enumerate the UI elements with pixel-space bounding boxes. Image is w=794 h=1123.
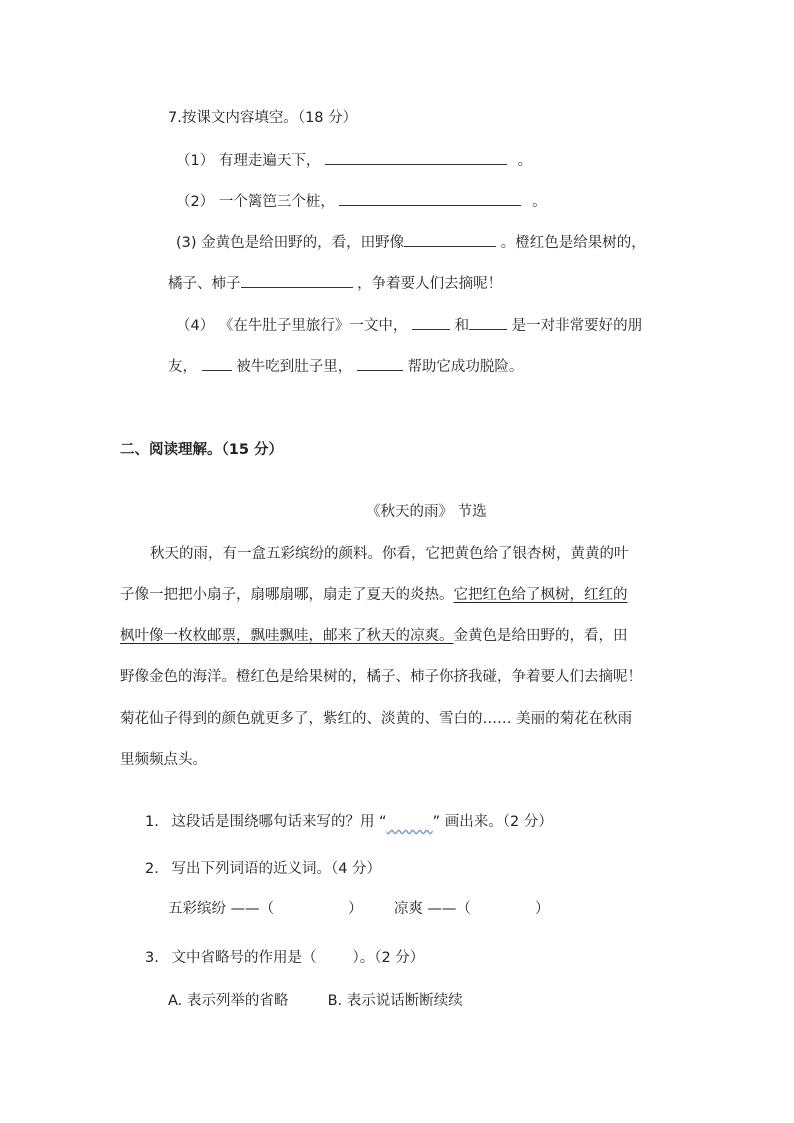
question-3: [145, 948, 424, 968]
item-end: 。: [532, 194, 547, 210]
answer-blank[interactable]: [339, 191, 521, 206]
item-number: （1）: [176, 153, 215, 169]
item-text: 和: [454, 318, 470, 334]
item-text: 有理走遍天下，: [218, 153, 321, 169]
option-b[interactable]: B. 表示说话断断续续: [327, 993, 463, 1009]
passage-line-5: 菊花仙子得到的颜色就更多了，紫红的、淡黄的、雪白的…… 美丽的菊花在秋雨: [120, 711, 633, 727]
bracket-close: ）: [534, 901, 550, 917]
question-2-words: [168, 899, 549, 919]
passage-text: 金黄色是给田野的，看，田: [453, 628, 628, 644]
underlined-text: 它把红色给了枫树，红红的: [453, 587, 628, 603]
underlined-text: 枫叶像一枚枚邮票，飘哇飘哇，邮来了秋天的凉爽。: [120, 628, 454, 644]
answer-blank[interactable]: [404, 232, 496, 247]
answer-blank[interactable]: [469, 315, 507, 330]
item-number: （4）: [176, 318, 215, 334]
question-2: [145, 859, 381, 879]
passage-line-3: [120, 626, 628, 646]
item-end: 。: [517, 153, 533, 169]
item-text: 友，: [168, 359, 197, 375]
item-text: 帮助它成功脱险。: [407, 359, 524, 375]
q7-item-4-line-2: [168, 356, 523, 377]
option-a[interactable]: A. 表示列举的省略: [168, 993, 289, 1009]
q7-item-2: [176, 191, 547, 212]
word-1: 五彩缤纷 ——（: [168, 901, 275, 917]
question-text: ）。（2 分）: [352, 950, 425, 966]
answer-blank[interactable]: [202, 356, 232, 371]
question-text: 文中省略号的作用是（: [171, 950, 317, 966]
question-number: 1.: [145, 814, 159, 830]
item-number: （2）: [176, 194, 215, 210]
answer-blank[interactable]: [357, 356, 403, 371]
wavy-line-sample: [387, 814, 433, 830]
question-7-title: 7.按课文内容填空。（18 分）: [168, 110, 358, 126]
section-2-heading: 二、阅读理解。（15 分）: [120, 442, 283, 458]
passage-line-1: 秋天的雨，有一盒五彩缤纷的颜料。你看，它把黄色给了银杏树，黄黄的叶: [150, 546, 629, 562]
q7-item-3-line-2: [168, 273, 502, 294]
word-2: 凉爽 ——（: [393, 901, 471, 917]
bracket-close: ）: [348, 901, 363, 917]
item-text: 一个篱笆三个桩，: [218, 194, 335, 210]
answer-blank[interactable]: [412, 315, 450, 330]
item-text: 。橙红色是给果树的，: [500, 235, 646, 251]
passage-line-2: [120, 585, 628, 605]
q7-item-4-line-1: [176, 315, 642, 336]
question-number: 3.: [145, 950, 159, 966]
item-text: 被牛吃到肚子里，: [236, 359, 353, 375]
item-text: (3) 金黄色是给田野的，看，田野像: [176, 235, 405, 251]
question-text: ” 画出来。（2 分）: [432, 814, 553, 830]
question-text: 这段话是围绕哪句话来写的？用 “: [171, 814, 387, 830]
question-text: 写出下列词语的近义词。（4 分）: [171, 861, 382, 877]
passage-text: 子像一把把小扇子，扇哪扇哪，扇走了夏天的炎热。: [120, 587, 454, 603]
passage-line-4: 野像金色的海洋。橙红色是给果树的，橘子、柿子你挤我碰，争着要人们去摘呢！: [120, 669, 642, 685]
item-text: 橘子、柿子: [168, 276, 241, 292]
answer-blank[interactable]: [325, 150, 507, 165]
question-1: [145, 812, 553, 832]
question-3-options: [168, 991, 463, 1011]
passage-title: 《秋天的雨》 节选: [366, 504, 487, 520]
q7-item-1: [176, 150, 532, 171]
item-text: ，争着要人们去摘呢！: [357, 276, 503, 292]
q7-item-3-line-1: [176, 232, 646, 253]
answer-blank[interactable]: [241, 273, 353, 288]
passage-line-6: 里频频点头。: [120, 752, 207, 768]
item-text: 是一对非常要好的朋: [511, 318, 643, 334]
question-number: 2.: [145, 861, 159, 877]
item-text: 《在牛肚子里旅行》一文中，: [218, 318, 408, 334]
